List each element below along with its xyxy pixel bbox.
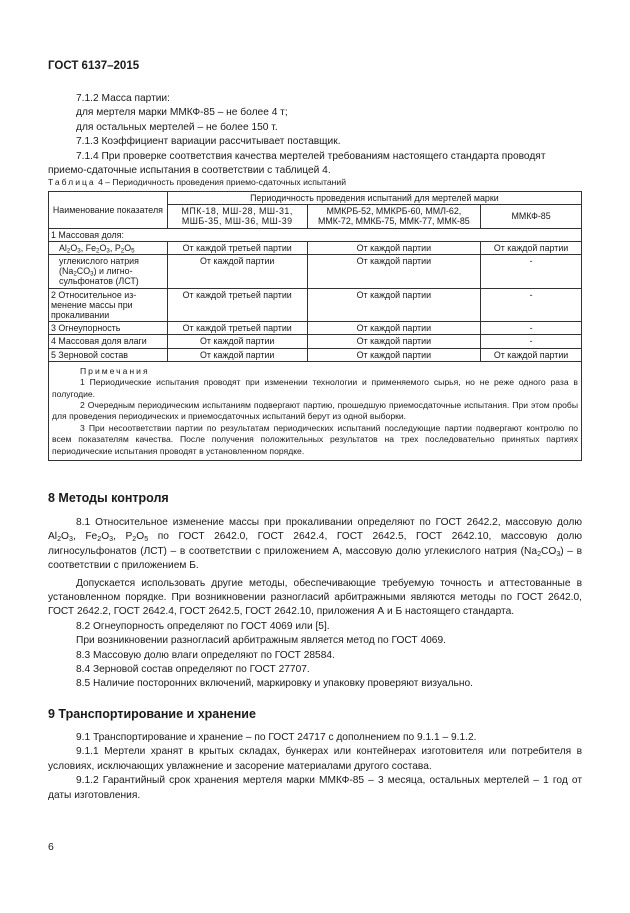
table-caption-label: Таблица	[48, 177, 96, 187]
header-periodicity: Периодичность проведения испытаний для мертелей марки	[167, 192, 581, 205]
cell: От каждой партии	[167, 255, 307, 289]
note: 3 При несоответствии партии по результатам периодических испытаний последующие партии подвергают контролю по всем показателям качества. После получения положительных результатов на трех последовательно принятых партиях периодические испытания проводят в установленном порядке.	[52, 422, 578, 456]
paragraph: 7.1.3 Коэффициент вариации рассчитывает поставщик.	[76, 136, 341, 148]
cell: От каждой партии	[307, 322, 481, 335]
note: 1 Периодические испытания проводят при изменении технологии и применяемого сырья, но не реже одного раза в полугодие.	[52, 377, 578, 399]
row-label: 1 Массовая доля:	[49, 228, 582, 241]
cell: От каждой третьей партии	[167, 241, 307, 254]
table-row	[49, 335, 582, 348]
table-row	[49, 228, 582, 241]
paragraph: приемо-сдаточные испытания в соответствии с таблицей 4.	[48, 165, 331, 177]
table-caption	[48, 177, 346, 187]
paragraph: 9.1.2 Гарантийный срок хранения мертеля марки ММКФ-85 – 3 месяца, остальных мертелей – 1 год от даты изготовления.	[48, 775, 582, 801]
header-col-mmkrb: ММКРБ-52, ММКРБ-60, ММЛ-62, ММК-72, ММКБ-75, ММК-77, ММК-85	[307, 205, 481, 228]
cell: От каждой партии	[481, 241, 582, 254]
cell: От каждой партии	[307, 255, 481, 289]
row-label-sodium: углекислого натрия $(Na_2CO_3)$ и лигно-сульфонатов (ЛСТ)	[49, 255, 168, 289]
cell: От каждой партии	[307, 348, 481, 361]
section-8-title: 8 Методы контроля	[48, 491, 169, 505]
text-part: 8.1 Относительное изменение массы при прокаливании определяют по ГОСТ 2642.2, массовую долю Al	[48, 517, 582, 543]
table-row	[49, 348, 582, 361]
section-9-text	[48, 731, 582, 803]
table-row	[49, 255, 582, 289]
cell: -	[481, 335, 582, 348]
section-7-text	[48, 92, 582, 178]
cell: От каждой партии	[307, 288, 481, 322]
cell: От каждой партии	[307, 241, 481, 254]
paragraph: 9.1 Транспортирование и хранение – по ГОСТ 24717 с дополнением по 9.1.1 – 9.1.2.	[76, 732, 477, 743]
paragraph: 7.1.2 Масса партии:	[76, 93, 170, 104]
table-caption-text: 4 – Периодичность проведения приемо-сдаточных испытаний	[98, 177, 346, 187]
paragraph: При возникновении разногласий арбитражным является метод по ГОСТ 4069.	[76, 635, 446, 647]
row-label: 3 Огнеупорность	[49, 322, 168, 335]
paragraph: 8.5 Наличие посторонних включений, маркировку и упаковку проверяют визуально.	[76, 678, 473, 690]
cell: От каждой партии	[481, 348, 582, 361]
header-col-mmkf: ММКФ-85	[481, 205, 582, 228]
section-8-text	[48, 516, 582, 692]
row-label-oxides: $Al_2O_3$, $Fe_2O_3$, $P_2O_5$	[49, 241, 168, 254]
row-label: 4 Массовая доля влаги	[49, 335, 168, 348]
section-9-title: 9 Транспортирование и хранение	[48, 707, 256, 721]
paragraph: Допускается использовать другие методы, обеспечивающие требуемую точность и аттестованные в установленном порядке. При возникновении разногласий арбитражными являются методы по ГОСТ 2642.0, ГОСТ 2642.2, ГОСТ 2642.4, ГОСТ 2642.5, ГОСТ 2642.10, приложения А и Б настоящего стандарта.	[48, 577, 582, 618]
document-header: ГОСТ 6137–2015	[48, 60, 140, 72]
cell: От каждой партии	[167, 335, 307, 348]
inspection-periodicity-table	[48, 191, 582, 461]
paragraph: для мертеля марки ММКФ-85 – не более 4 т;	[76, 107, 288, 119]
cell: -	[481, 288, 582, 322]
header-col-mpk: МПК-18, МШ-28, МШ-31, МШБ-35, МШ-36, МШ-39	[167, 205, 307, 228]
row-label: 5 Зерновой состав	[49, 348, 168, 361]
text-part: ) – в соответствии с приложением Б.	[48, 545, 582, 572]
notes-title: Примечания	[80, 365, 150, 376]
paragraph: 8.3 Массовую долю влаги определяют по ГОСТ 28584.	[76, 649, 335, 661]
table-row	[49, 241, 582, 254]
header-indicator: Наименование показателя	[49, 192, 168, 229]
paragraph: 8.2 Огнеупорность определяют по ГОСТ 4069 или [5].	[76, 620, 330, 632]
row-label-part: ) и лигно-сульфонатов (ЛСТ)	[59, 266, 139, 287]
cell: От каждой партии	[167, 348, 307, 361]
row-label-part: углекислого натрия (Na	[59, 256, 139, 277]
table-notes-row	[49, 361, 582, 460]
page-number: 6	[48, 841, 54, 853]
table-notes	[49, 361, 582, 460]
table-header-row	[49, 192, 582, 205]
cell: От каждой третьей партии	[167, 288, 307, 322]
cell: От каждой третьей партии	[167, 322, 307, 335]
text-part: по ГОСТ 2642.0, ГОСТ 2642.4, ГОСТ 2642.5, ГОСТ 2642.10, массовую долю лигносульфонатов (ЛСТ) – в соответствии с приложением А, массовую долю углекислого натрия (Na	[48, 531, 582, 557]
cell: -	[481, 322, 582, 335]
paragraph: 8.1 Относительное изменение массы при прокаливании определяют по ГОСТ 2642.2, массовую долю $Al_2O_3$, $Fe_2O_3$, $P_2O_5$ по ГОСТ 2642.0, ГОСТ 2642.4, ГОСТ 2642.5, ГОСТ 2642.10, массовую долю лигносульфонатов (ЛСТ) – в соответствии с приложением А, массовую долю углекислого натрия $(Na_2CO_3)$ – в соответствии с приложением Б.	[48, 517, 582, 572]
cell: -	[481, 255, 582, 289]
row-label: 2 Относительное из-менение массы при прокаливании	[49, 288, 168, 322]
cell: От каждой партии	[307, 335, 481, 348]
paragraph: 7.1.4 При проверке соответствия качества мертелей требованиям настоящего стандарта проводят	[76, 150, 546, 162]
paragraph: для остальных мертелей – не более 150 т.	[76, 121, 278, 133]
table-row	[49, 288, 582, 322]
paragraph: 9.1.1 Мертели хранят в крытых складах, бункерах или контейнерах изготовителя или потребителя в условиях, исключающих увлажнение и засорение материалами другого состава.	[48, 746, 582, 772]
note: 2 Очередным периодическим испытаниям подвергают партию, прошедшую приемосдаточные испытания. При этом пробы для проведения периодических и приемосдаточных испытаний берут из одной выборки.	[52, 400, 578, 422]
paragraph: 8.4 Зерновой состав определяют по ГОСТ 27707.	[76, 664, 310, 676]
table-row	[49, 322, 582, 335]
